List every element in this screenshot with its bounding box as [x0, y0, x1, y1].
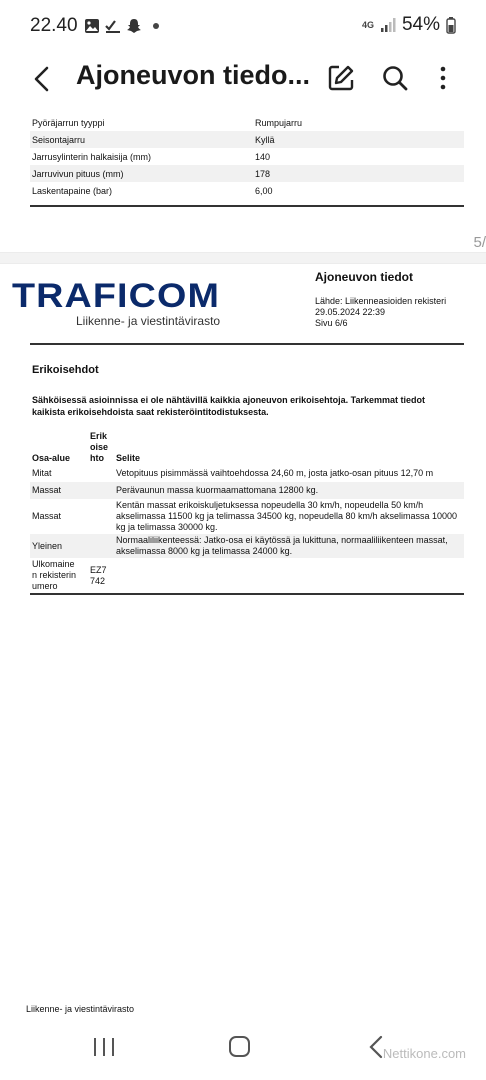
page-count: Sivu 6/6: [315, 318, 348, 328]
battery-percent: 54%: [401, 14, 440, 35]
table-row: [30, 534, 464, 558]
table-row: [30, 558, 464, 593]
row-value: 140: [255, 151, 271, 162]
network-type: 4G: [361, 19, 374, 30]
cell-ehto: [88, 499, 114, 534]
row-label: Jarruvivun pituus (mm): [30, 165, 253, 182]
search-icon[interactable]: [380, 63, 410, 93]
table-bottom-divider: [30, 593, 464, 595]
table-row: [30, 148, 464, 165]
date-text: 29.05.2024 22:39: [315, 307, 386, 317]
cell-ehto: [88, 465, 114, 482]
page-gap: [0, 252, 486, 264]
cell-osa: Ulkomaine n rekisterin umero: [32, 559, 77, 591]
source-text: Lähde: Liikenneasioiden rekisteri: [315, 296, 447, 306]
document-title: Ajoneuvon tiedot: [315, 270, 413, 284]
conditions-table: [30, 430, 464, 593]
table-row: [30, 182, 464, 199]
intro-text: Sähköisessä asioinnissa ei ole nähtävillä kaikkia ajoneuvon erikoisehtoja. Tarkemmat tiedot kaikista erikoisehdoista saat rekisteröintitodistuksesta.: [32, 395, 425, 417]
table-divider: [30, 205, 464, 207]
logo-subtitle: Liikenne- ja viestintävirasto: [76, 314, 221, 328]
previous-page: [0, 110, 486, 252]
row-value: Rumpujarru: [255, 117, 303, 128]
cell-osa: Yleinen: [30, 534, 88, 558]
row-label: Laskentapaine (bar): [32, 185, 113, 196]
row-label: Jarrusylinterin halkaisija (mm): [32, 151, 152, 162]
page-title: Ajoneuvon tiedo...: [76, 60, 310, 90]
signal-icon: [380, 17, 396, 33]
cell-ehto: [88, 482, 114, 499]
document-meta: [315, 296, 446, 329]
col-header-selite: Selite: [116, 453, 141, 463]
checklist-icon: [104, 18, 122, 34]
app-bar: [0, 54, 486, 110]
page-indicator: 5/: [473, 234, 486, 251]
row-value: 178: [253, 165, 464, 182]
logo-wordmark: TRAFICOM: [12, 278, 220, 312]
row-label: Pyöräjarrun tyyppi: [32, 117, 105, 128]
traficom-logo: [12, 278, 222, 312]
cell-selite: Vetopituus pisimmässä vaihtoehdossa 24,60 m, josta jatko-osan pituus 12,70 m: [116, 468, 434, 478]
brake-table: [30, 114, 464, 199]
section-title: Erikoisehdot: [32, 364, 99, 376]
table-header-row: [30, 430, 464, 465]
table-row: [30, 499, 464, 534]
table-row: [30, 482, 464, 499]
page-footer: Liikenne- ja viestintävirasto: [26, 1004, 135, 1014]
watermark: Nettikone.com: [382, 1046, 466, 1061]
table-row: [30, 165, 464, 182]
cell-osa: Massat: [30, 482, 88, 499]
row-value: Kyllä: [253, 131, 464, 148]
cell-ehto: EZ7 742: [90, 564, 107, 586]
home-icon[interactable]: [228, 1035, 252, 1059]
row-value: 6,00: [255, 185, 273, 196]
cell-selite: [114, 558, 464, 593]
status-time: 22.40: [30, 15, 78, 36]
status-bar: [0, 0, 486, 54]
col-header-ehto: Erik oise hto: [90, 431, 109, 463]
back-nav-icon[interactable]: [368, 1035, 384, 1059]
col-header-osa: Osa-alue: [32, 453, 71, 463]
table-row: [30, 114, 464, 131]
row-label: Seisontajarru: [30, 131, 253, 148]
table-row: [30, 465, 464, 482]
pdf-viewer[interactable]: [0, 110, 486, 1022]
cell-ehto: [88, 534, 114, 558]
notification-dot-icon: [152, 22, 160, 30]
gallery-icon: [84, 18, 100, 34]
header-divider: [30, 343, 464, 345]
battery-icon: [446, 16, 456, 34]
cell-selite: Kentän massat erikoiskuljetuksessa nopeudella 30 km/h, nopeudella 50 km/h akselimassa 11500 kg ja telimassa 34500 kg, nopeudella 80 km/h akselimassa 10000 kg ja telimassa 30000 kg.: [116, 500, 458, 532]
more-options-icon[interactable]: [428, 63, 458, 93]
snapchat-icon: [126, 18, 142, 34]
cell-selite: Perävaunun massa kuormaamattomana 12800 kg.: [114, 482, 464, 499]
recent-apps-icon[interactable]: [92, 1036, 116, 1058]
back-arrow-icon[interactable]: [28, 64, 58, 94]
edit-icon[interactable]: [326, 63, 356, 93]
cell-selite: Normaaliliikenteessä: Jatko-osa ei käytössä ja lukittuna, normaaliliikenteen massat, akselimassa 8000 kg ja telimassa 24000 kg.: [114, 534, 464, 558]
cell-osa: Massat: [32, 511, 62, 521]
table-row: [30, 131, 464, 148]
cell-osa: Mitat: [32, 468, 52, 478]
